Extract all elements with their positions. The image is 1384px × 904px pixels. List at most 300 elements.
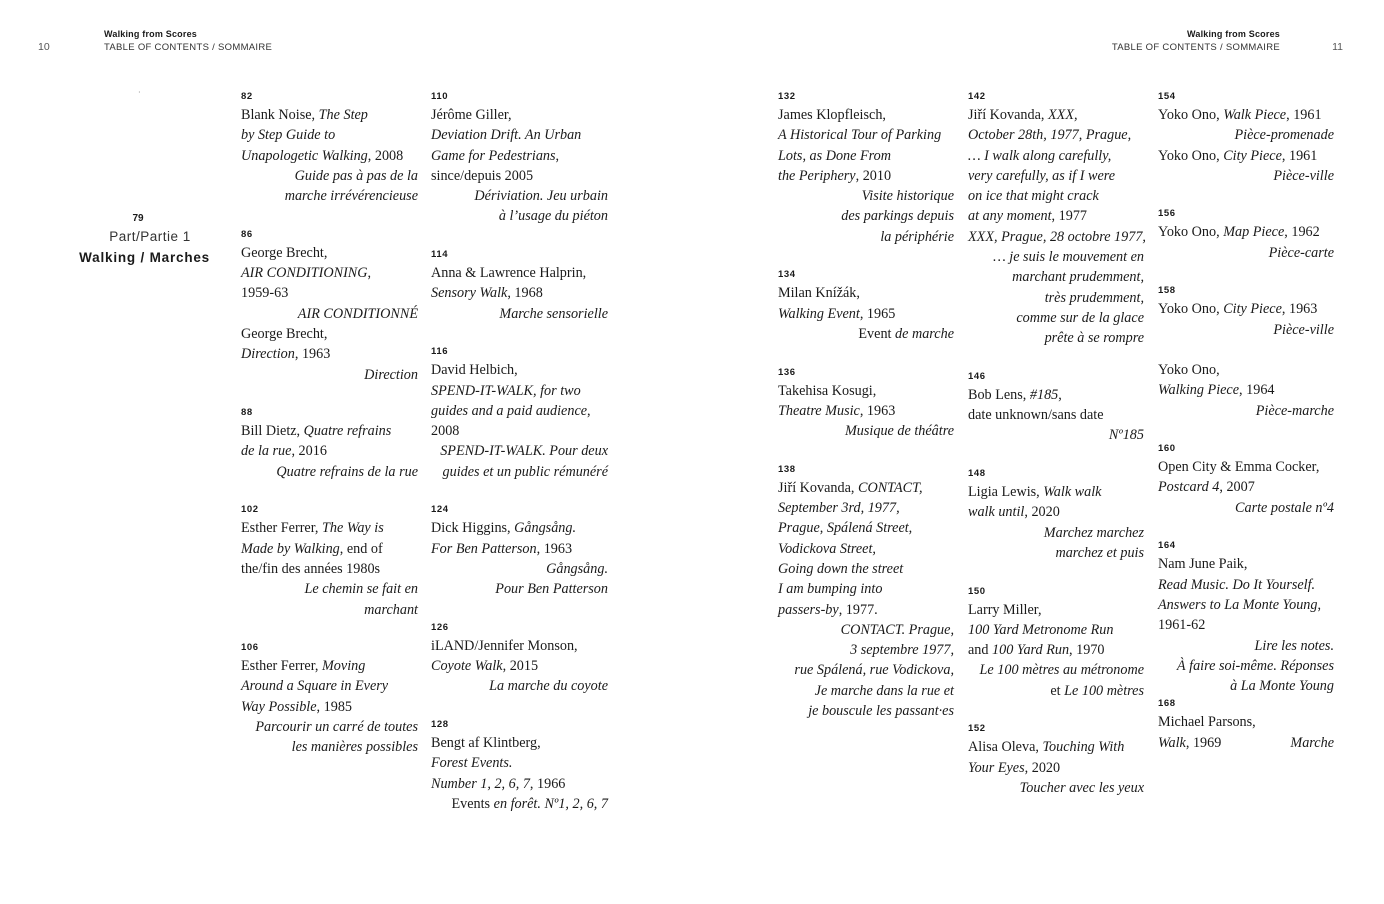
entry-line xyxy=(968,146,1144,166)
entry-line xyxy=(968,405,1144,425)
text-run: , 2007 xyxy=(1219,479,1255,496)
entry-line xyxy=(431,381,608,401)
italic-run: Theatre Music xyxy=(778,402,860,419)
entry-line xyxy=(778,304,954,324)
entry-line xyxy=(778,381,954,401)
entry-line xyxy=(431,283,608,303)
italic-run: very carefully, as if I were xyxy=(968,167,1116,184)
french-title-line: La marche du coyote xyxy=(489,678,608,695)
french-title-line: prête à se rompre xyxy=(1044,330,1144,347)
italic-run: Prague, Spálená Street, xyxy=(778,520,913,537)
text-run: , 1966 xyxy=(529,775,566,792)
entry-line xyxy=(431,125,608,145)
italic-run: Around a Square in Every xyxy=(241,678,389,695)
italic-run: Walk xyxy=(1158,734,1186,751)
entry-page-number: 86 xyxy=(241,228,253,240)
entry-line xyxy=(1158,380,1334,400)
italic-run: Read Music. Do It Yourself. xyxy=(1158,576,1316,593)
french-title-line: très prudemment, xyxy=(1044,289,1144,306)
entry-page-number: 148 xyxy=(968,468,986,480)
text-run: Takehisa Kosugi, xyxy=(778,382,877,399)
italic-run: the Periphery xyxy=(778,167,856,184)
toc-entry xyxy=(431,717,608,814)
french-title-line: Guide pas à pas de la xyxy=(294,167,418,184)
french-title-line: Je marche dans la rue et xyxy=(814,682,954,699)
text-run: , 2008 xyxy=(367,147,404,164)
toc-entry xyxy=(1158,696,1334,753)
text-run: David Helbich, xyxy=(431,362,518,379)
entry-line xyxy=(778,539,954,559)
entry-line xyxy=(1158,477,1334,497)
entry-line xyxy=(778,559,954,579)
french-title-line xyxy=(968,681,1144,701)
italic-run: I am bumping into xyxy=(778,581,883,598)
italic-run: Touching With xyxy=(1042,739,1125,756)
entry-page-number: 116 xyxy=(431,346,449,358)
text-run: 1961-62 xyxy=(1158,617,1206,634)
text-run: Events xyxy=(451,795,494,812)
italic-run: Walking Piece xyxy=(1158,382,1240,399)
french-title-line: rue Spálená, rue Vodickova, xyxy=(794,662,954,679)
entry-line xyxy=(968,502,1144,522)
text-run: Blank Noise, xyxy=(241,107,319,123)
toc-entry xyxy=(1158,283,1334,420)
italic-run: #185 xyxy=(1029,386,1059,403)
entry-line xyxy=(968,125,1144,145)
text-run: Ligia Lewis, xyxy=(968,484,1044,501)
italic-run: Forest Events. xyxy=(431,755,513,772)
italic-run: SPEND-IT-WALK, for two xyxy=(431,382,581,399)
text-run: Open City & Emma Cocker, xyxy=(1158,459,1320,476)
text-run: , 1970 xyxy=(1069,642,1105,659)
french-title-line: Pièce-ville xyxy=(1273,321,1334,338)
entry-line xyxy=(1158,733,1334,753)
french-title-line: Direction xyxy=(364,366,418,383)
toc-entry xyxy=(968,89,1144,349)
french-title-line: la périphérie xyxy=(880,228,954,245)
italic-run: passers-by xyxy=(778,601,839,618)
french-title-line: guides et un public rémunéré xyxy=(442,463,608,480)
text-run: Alisa Oleva, xyxy=(968,739,1043,756)
entry-line xyxy=(431,401,608,421)
toc-entry xyxy=(1158,89,1334,186)
text-run: Bengt af Klintberg, xyxy=(431,735,541,752)
french-title-line: Lire les notes. xyxy=(1254,637,1334,654)
entry-page-number: 124 xyxy=(431,504,449,516)
text-run: Esther Ferrer, xyxy=(241,520,322,537)
french-title-line: … je suis le mouvement en xyxy=(993,249,1144,266)
text-run: , 1964 xyxy=(1239,382,1275,399)
italic-run: The Step xyxy=(318,107,368,123)
entry-line xyxy=(1158,222,1334,242)
text-run: , 1977. xyxy=(838,601,878,618)
italic-run: Unapologetic Walking xyxy=(241,147,368,164)
french-title-line: comme sur de la glace xyxy=(1016,309,1144,326)
toc-entry xyxy=(968,369,1144,446)
text-run: Michael Parsons, xyxy=(1158,714,1256,731)
french-title-line: Pièce-ville xyxy=(1273,167,1334,184)
entry-line xyxy=(241,105,418,125)
entry-line xyxy=(778,478,954,498)
italic-run: Walking Event xyxy=(778,305,860,322)
entry-line xyxy=(778,498,954,518)
toc-entry xyxy=(241,502,418,619)
entry-line xyxy=(968,186,1144,206)
toc-entry xyxy=(778,462,954,722)
entry-line xyxy=(431,421,608,441)
toc-entry xyxy=(431,247,608,324)
text-run: Esther Ferrer, xyxy=(241,658,322,675)
section-title: TABLE OF CONTENTS / SOMMAIRE xyxy=(1111,42,1280,53)
entry-line xyxy=(1158,457,1334,477)
italic-run: Walk Piece xyxy=(1223,107,1287,123)
italic-run: by Step Guide to xyxy=(241,127,336,144)
italic-run: AIR CONDITIONING xyxy=(241,265,368,282)
entry-page-number: 164 xyxy=(1158,540,1176,552)
text-run: the/fin des années 1980s xyxy=(241,560,381,577)
toc-entry xyxy=(968,721,1144,798)
toc-column-3 xyxy=(778,89,954,742)
italic-run: 100 Yard Run xyxy=(992,642,1070,659)
text-run: Milan Knížák, xyxy=(778,285,860,302)
text-run: Nam June Paik, xyxy=(1158,556,1248,573)
text-run: Dick Higgins, xyxy=(431,520,515,537)
french-title-line xyxy=(431,794,608,814)
entry-page-number: 138 xyxy=(778,463,796,475)
italic-run: Moving xyxy=(321,658,366,675)
entry-line xyxy=(778,105,954,125)
entry-page-number: 136 xyxy=(778,366,796,378)
text-run: , 2015 xyxy=(502,658,539,675)
entry-line xyxy=(241,518,418,538)
toc-column-5 xyxy=(1158,89,1334,773)
entry-line xyxy=(241,676,418,696)
entry-line xyxy=(431,263,608,283)
italic-run: on ice that might crack xyxy=(968,188,1099,205)
toc-entry xyxy=(1158,206,1334,263)
text-run: , 1969 xyxy=(1185,734,1222,751)
entry-page-number: 132 xyxy=(778,91,796,102)
entry-page-number: 142 xyxy=(968,91,986,102)
italic-run: Game for Pedestrians xyxy=(431,147,556,164)
entry-line xyxy=(778,146,954,166)
italic-run: Postcard 4 xyxy=(1158,479,1220,496)
text-run: James Klopfleisch, xyxy=(778,107,886,123)
entry-line xyxy=(1158,615,1334,635)
french-title-line: Toucher avec les yeux xyxy=(1019,779,1144,796)
italic-run: Answers to La Monte Young xyxy=(1158,596,1318,613)
entry-line xyxy=(1158,554,1334,574)
french-title-line: Nº185 xyxy=(1108,427,1144,444)
toc-entry xyxy=(1158,441,1334,518)
text-run: , xyxy=(587,402,591,419)
entry-line xyxy=(241,344,418,364)
entry-line xyxy=(431,146,608,166)
french-title-line: Gångsång. xyxy=(546,560,608,577)
entry-line xyxy=(778,401,954,421)
text-run: , 1963 xyxy=(859,402,896,419)
french-title-line: marchant prudemment, xyxy=(1012,269,1144,286)
french-title-line: Le 100 mètres au métronome xyxy=(979,662,1144,679)
text-run: , 1962 xyxy=(1284,224,1320,241)
entry-line xyxy=(778,518,954,538)
entry-line xyxy=(241,697,418,717)
french-title-line: Quatre refrains de la rue xyxy=(276,463,418,480)
french-title-line: Pièce-marche xyxy=(1255,402,1334,419)
entry-line xyxy=(431,105,608,125)
entry-line xyxy=(241,324,418,344)
text-run: , 1961 xyxy=(1286,107,1322,123)
text-run: , 1965 xyxy=(859,305,896,322)
entry-line xyxy=(431,753,608,773)
italic-run: The Way is xyxy=(321,520,384,537)
italic-run: September 3rd, 1977, xyxy=(778,500,900,517)
text-run: date unknown/sans date xyxy=(968,407,1104,424)
italic-run: Map Piece xyxy=(1223,224,1285,241)
italic-run: CONTACT, xyxy=(858,479,923,496)
italic-run: Deviation Drift. An Urban xyxy=(431,127,582,144)
italic-run: Made by Walking xyxy=(241,540,340,557)
toc-entry xyxy=(241,89,418,206)
text-run: Bob Lens, xyxy=(968,386,1030,403)
french-title: Marche xyxy=(1290,734,1334,751)
entry-page-number: 150 xyxy=(968,585,986,597)
toc-entry xyxy=(431,620,608,697)
text-run: , 1963 xyxy=(294,346,331,363)
italic-run: walk until xyxy=(968,504,1025,521)
text-run: Yoko Ono, xyxy=(1158,224,1224,241)
french-title-line: Pièce-carte xyxy=(1268,244,1334,261)
text-run: , 1985 xyxy=(316,698,352,715)
text-run: , xyxy=(367,265,372,282)
page-number-right: 11 xyxy=(1332,41,1343,53)
text-run: iLAND/Jennifer Monson, xyxy=(431,637,578,654)
page-number-left: 10 xyxy=(38,41,50,53)
italic-run: de marche xyxy=(895,325,954,342)
french-title-line: marche irrévérencieuse xyxy=(284,188,418,205)
part-label: Part/Partie 1 xyxy=(109,229,191,244)
french-title-line: Parcourir un carré de toutes xyxy=(255,719,418,736)
italic-run: Your Eyes xyxy=(968,759,1025,776)
text-run: , 2020 xyxy=(1024,759,1061,776)
text-run: , 1963 xyxy=(536,540,573,557)
part-page-number: 79 xyxy=(132,213,144,224)
text-run: , xyxy=(1317,596,1322,613)
french-title-line: Visite historique xyxy=(861,188,954,205)
italic-run: City Piece xyxy=(1223,301,1282,318)
entry-line xyxy=(431,733,608,753)
italic-run: XXX, Prague, 28 octobre 1977, xyxy=(968,228,1146,245)
toc-entry xyxy=(241,640,418,757)
ornament-dot: · xyxy=(138,88,141,97)
toc-entry xyxy=(431,344,608,482)
italic-run: Direction xyxy=(241,346,295,363)
toc-column-2 xyxy=(431,89,608,835)
italic-run: 100 Yard Metronome Run xyxy=(968,621,1114,638)
part-title: Walking / Marches xyxy=(79,250,210,265)
entry-line xyxy=(241,539,418,559)
text-run: Larry Miller, xyxy=(968,601,1042,618)
entry-line xyxy=(241,125,418,145)
italic-run: Gångsång. xyxy=(514,520,577,537)
text-run: , 1977 xyxy=(1051,208,1088,225)
french-title-line xyxy=(778,324,954,344)
text-run: , 1968 xyxy=(507,285,543,302)
part-heading xyxy=(60,211,210,269)
text-run: , end of xyxy=(339,540,383,557)
section-title: TABLE OF CONTENTS / SOMMAIRE xyxy=(104,42,273,53)
toc-entry xyxy=(778,365,954,442)
french-title-line: à La Monte Young xyxy=(1230,678,1334,695)
italic-run: Walk walk xyxy=(1043,484,1102,501)
text-run: Jiří Kovanda, xyxy=(778,479,858,496)
italic-run: Quatre refrains xyxy=(303,423,392,440)
entry-line xyxy=(241,559,418,579)
text-run: , 2010 xyxy=(855,167,892,184)
toc-entry xyxy=(778,89,954,247)
entry-line xyxy=(968,640,1144,660)
italic-run: October 28th, 1977, Prague, xyxy=(968,127,1132,144)
toc-entry xyxy=(778,267,954,344)
text-run: Jérôme Giller, xyxy=(431,107,512,123)
toc-entry xyxy=(968,584,1144,701)
text-run: , 2016 xyxy=(291,443,327,460)
italic-run: Sensory Walk xyxy=(431,285,508,302)
entry-page-number: 154 xyxy=(1158,91,1176,102)
italic-run: For Ben Patterson xyxy=(431,540,537,557)
entry-line xyxy=(1158,712,1334,732)
entry-page-number: 128 xyxy=(431,719,449,731)
entry-line xyxy=(968,105,1144,125)
french-title-line: Musique de théâtre xyxy=(844,423,954,440)
entry-line xyxy=(968,227,1144,247)
italic-run: A Historical Tour of Parking xyxy=(778,127,942,144)
entry-line xyxy=(778,283,954,303)
running-head-left xyxy=(104,27,272,55)
book-title: Walking from Scores xyxy=(1187,29,1280,39)
italic-run: en forêt. Nº1, 2, 6, 7 xyxy=(493,795,608,812)
italic-run: de la rue xyxy=(241,443,292,460)
entry-line xyxy=(778,166,954,186)
entry-page-number: 168 xyxy=(1158,698,1176,710)
entry-line xyxy=(431,656,608,676)
entry-line xyxy=(431,774,608,794)
text-run: , xyxy=(555,147,560,164)
text-run: Yoko Ono, xyxy=(1158,147,1224,164)
entry-line xyxy=(1158,299,1334,319)
toc-entry xyxy=(1158,538,1334,696)
text-run: Event xyxy=(858,325,896,342)
entry-line xyxy=(241,263,418,283)
entry-line xyxy=(431,360,608,380)
italic-run: at any moment xyxy=(968,208,1052,225)
entry-page-number: 82 xyxy=(241,91,253,102)
entry-line xyxy=(968,206,1144,226)
text-run: Anna & Lawrence Halprin, xyxy=(431,265,587,282)
french-title-line: Pour Ben Patterson xyxy=(495,581,608,598)
book-title: Walking from Scores xyxy=(104,29,197,39)
text-run: , 1961 xyxy=(1281,147,1318,164)
french-title-line: marchant xyxy=(364,601,418,618)
text-run: Jiří Kovanda, xyxy=(968,107,1048,123)
text-run: , xyxy=(1058,386,1062,403)
french-title-line: CONTACT. Prague, xyxy=(840,621,954,638)
italic-run: Lots, as Done From xyxy=(778,147,891,164)
text-run: George Brecht, xyxy=(241,244,328,261)
entry-line xyxy=(968,166,1144,186)
entry-line xyxy=(1158,105,1334,125)
french-title-line: à l’usage du piéton xyxy=(498,208,608,225)
entry-line xyxy=(241,656,418,676)
italic-run: Way Possible xyxy=(241,698,317,715)
french-title-line: AIR CONDITIONNÉ xyxy=(297,305,418,322)
entry-line xyxy=(778,125,954,145)
french-title-line: les manières possibles xyxy=(291,739,418,756)
entry-page-number: 158 xyxy=(1158,285,1176,297)
entry-line xyxy=(968,737,1144,757)
toc-entry xyxy=(968,466,1144,563)
entry-line xyxy=(241,243,418,263)
text-run: George Brecht, xyxy=(241,325,328,342)
text-run: Bill Dietz, xyxy=(241,423,304,440)
entry-page-number: 110 xyxy=(431,91,449,102)
french-title-line: SPEND-IT-WALK. Pour deux xyxy=(440,443,608,460)
entry-page-number: 134 xyxy=(778,269,796,281)
italic-run: Le 100 mètres xyxy=(1064,682,1144,699)
entry-line xyxy=(1158,146,1334,166)
text-run: , 2020 xyxy=(1024,504,1060,521)
toc-column-1 xyxy=(241,89,418,778)
toc-entry xyxy=(241,405,418,482)
toc-entry xyxy=(431,502,608,599)
text-run: since/depuis 2005 xyxy=(431,167,534,184)
entry-page-number: 160 xyxy=(1158,443,1176,455)
italic-run: City Piece xyxy=(1223,147,1282,164)
italic-run: … I walk along carefully, xyxy=(968,147,1112,164)
italic-run: Going down the street xyxy=(778,560,904,577)
entry-line xyxy=(778,579,954,599)
entry-page-number: 114 xyxy=(431,249,449,261)
text-run: Yoko Ono, xyxy=(1158,301,1224,318)
text-run: Yoko Ono, xyxy=(1158,361,1220,378)
french-title-line: Carte postale nº4 xyxy=(1235,499,1334,516)
text-run: and xyxy=(968,642,993,659)
entry-line xyxy=(968,758,1144,778)
entry-page-number: 126 xyxy=(431,621,449,633)
entry-line xyxy=(968,385,1144,405)
text-run: , 1963 xyxy=(1281,301,1318,318)
entry-line xyxy=(241,421,418,441)
french-title-line: Marchez marchez xyxy=(1043,524,1144,541)
entry-line xyxy=(1158,595,1334,615)
french-title-line: je bouscule les passant·es xyxy=(808,703,954,720)
entry-line xyxy=(431,539,608,559)
italic-run: XXX, xyxy=(1048,107,1078,123)
entry-page-number: 146 xyxy=(968,370,986,382)
french-title-line: Dériviation. Jeu urbain xyxy=(474,188,608,205)
entry-line xyxy=(968,482,1144,502)
entry-line xyxy=(1158,360,1334,380)
french-title-line: des parkings depuis xyxy=(841,208,954,225)
entry-line xyxy=(968,620,1144,640)
entry-page-number: 156 xyxy=(1158,208,1176,220)
entry-line xyxy=(241,441,418,461)
entry-line xyxy=(968,600,1144,620)
french-title-line: marchez et puis xyxy=(1055,544,1144,561)
french-title-line: Marche sensorielle xyxy=(499,305,608,322)
entry-page-number: 106 xyxy=(241,642,259,654)
french-title-line: À faire soi-même. Réponses xyxy=(1176,657,1334,674)
